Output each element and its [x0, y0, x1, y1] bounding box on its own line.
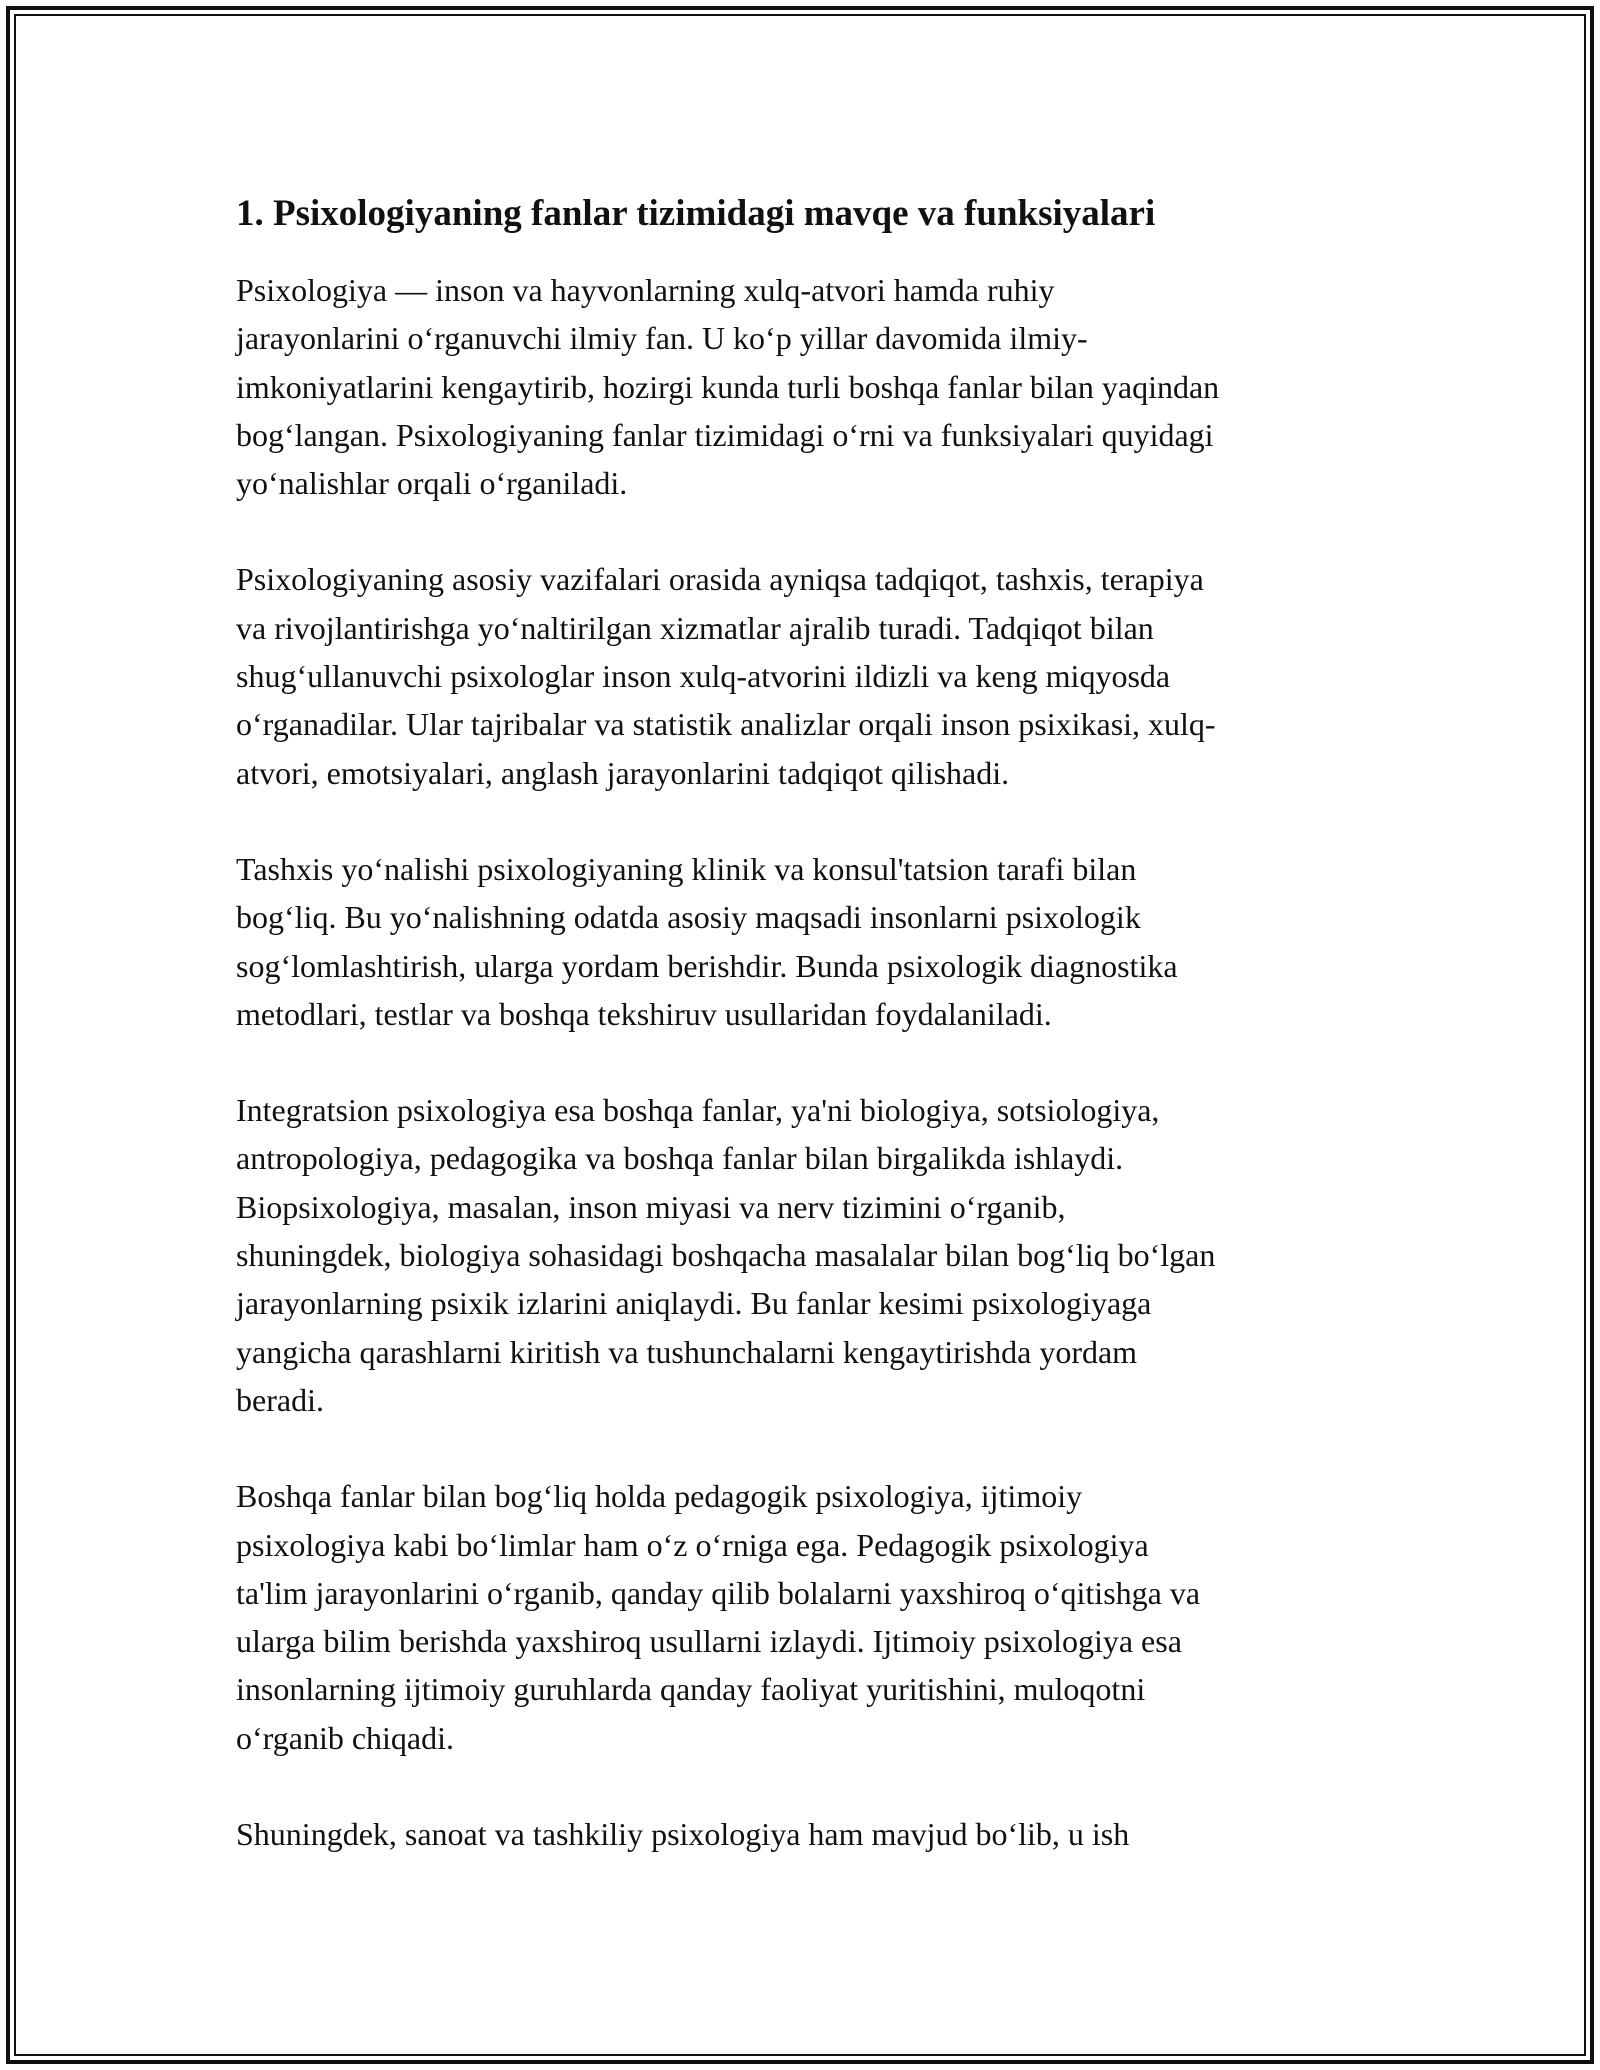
- paragraph-main-tasks: Psixologiyaning asosiy vazifalari orasida ayniqsa tadqiqot, tashxis, terapiya va rivojlantirishga yo‘naltirilgan xizmatlar ajralib turadi. Tadqiqot bilan shug‘ullanuvchi psixologlar inson xulq-atvorini ildizli va keng miqyosda o‘rganadilar. Ular tajribalar va statistik analizlar orqali inson psixikasi, xulq- atvori, emotsiyalari, anglash jarayonlarini tadqiqot qilishadi.: [236, 561, 1216, 791]
- paragraph-industrial: Shuningdek, sanoat va tashkiliy psixologiya ham mavjud bo‘lib, u ish: [236, 1816, 1130, 1853]
- paragraph-integration: Integratsion psixologiya esa boshqa fanlar, ya'ni biologiya, sotsiologiya, antropologiya, pedagogika va boshqa fanlar bilan birgalikda ishlaydi. Biopsixologiya, masalan, inson miyasi va nerv tizimini o‘rganib, shuningdek, biologiya sohasidagi boshqacha masalalar bilan bog‘liq bo‘lgan jarayonlarning psixik izlarini aniqlaydi. Bu fanlar kesimi psixologiyaga yangicha qarashlarni kiritish va tushunchalarni kengaytirishda yordam beradi.: [236, 1092, 1216, 1418]
- section-heading: 1. Psixologiyaning fanlar tizimidagi mavqe va funksiyalari: [236, 193, 1156, 234]
- paragraph-related-fields: Boshqa fanlar bilan bog‘liq holda pedagogik psixologiya, ijtimoiy psixologiya kabi bo‘limlar ham o‘z o‘rniga ega. Pedagogik psixologiya ta'lim jarayonlarini o‘rganib, qanday qilib bolalarni yaxshiroq o‘qitishga va ularga bilim berishda yaxshiroq usullarni izlaydi. Ijtimoiy psixologiya esa insonlarning ijtimoiy guruhlarda qanday faoliyat yuritishini, muloqotni o‘rganib chiqadi.: [236, 1478, 1201, 1756]
- document-body: [236, 190, 1386, 1858]
- paragraph-diagnosis: Tashxis yo‘nalishi psixologiyaning klinik va konsul'tatsion tarafi bilan bog‘liq. Bu yo‘nalishning odatda asosiy maqsadi insonlarni psixologik sog‘lomlashtirish, ularga yordam berishdir. Bunda psixologik diagnostika metodlari, testlar va boshqa tekshiruv usullaridan foydalaniladi.: [236, 850, 1178, 1032]
- paragraph-intro: Psixologiya — inson va hayvonlarning xulq-atvori hamda ruhiy jarayonlarini o‘rganuvchi ilmiy fan. U ko‘p yillar davomida ilmiy- imkoniyatlarini kengaytirib, hozirgi kunda turli boshqa fanlar bilan yaqindan bog‘langan. Psixologiyaning fanlar tizimidagi o‘rni va funksiyalari quyidagi yo‘nalishlar orqali o‘rganiladi.: [236, 272, 1220, 502]
